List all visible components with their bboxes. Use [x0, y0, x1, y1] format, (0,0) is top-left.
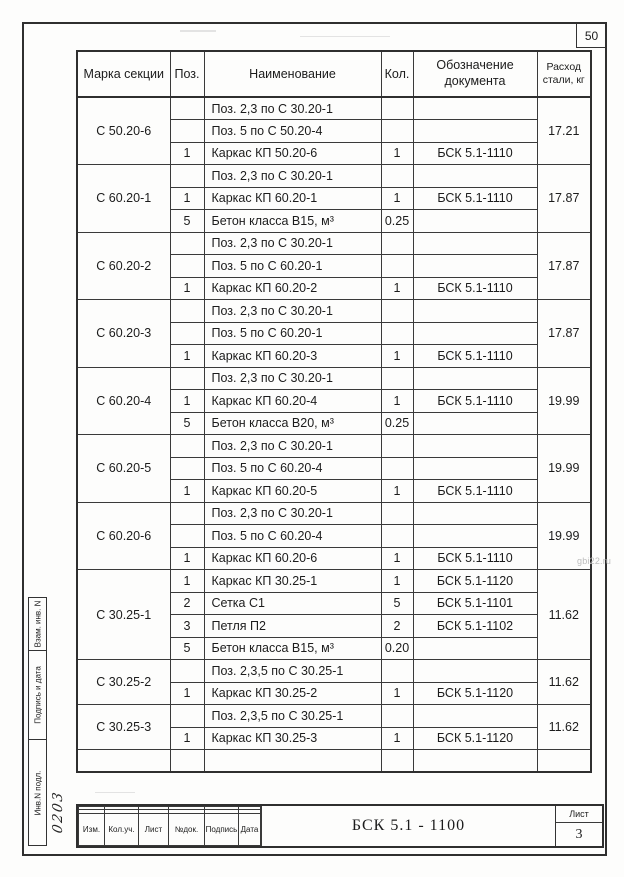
section-mark-cell [77, 750, 170, 773]
spec-table-row [77, 435, 591, 458]
revision-col-podpis: Подпись [205, 813, 239, 846]
position-cell: 1 [170, 277, 204, 300]
position-cell: 5 [170, 637, 204, 660]
item-name-cell: Поз. 2,3 по С 30.20-1 [204, 300, 381, 323]
position-cell: 1 [170, 727, 204, 750]
item-name-cell: Каркас КП 60.20-1 [204, 187, 381, 210]
document-designation-cell: БСК 5.1-1110 [413, 277, 537, 300]
quantity-cell [381, 300, 413, 323]
handwritten-inventory-number: 0203 [50, 789, 66, 835]
position-cell [170, 457, 204, 480]
spec-table-row [77, 660, 591, 683]
quantity-cell: 1 [381, 390, 413, 413]
quantity-cell: 1 [381, 547, 413, 570]
section-mark-cell: С 50.20-6 [77, 97, 170, 165]
position-cell: 3 [170, 615, 204, 638]
spec-table-row [77, 367, 591, 390]
document-designation-cell [413, 525, 537, 548]
header-document-designation [413, 51, 537, 97]
steel-consumption-cell [537, 750, 591, 773]
item-name-cell: Поз. 2,3 по С 30.20-1 [204, 502, 381, 525]
document-designation-cell [413, 255, 537, 278]
stamp-podpis-data-label: Подпись и дата [33, 666, 42, 724]
quantity-cell [381, 322, 413, 345]
page-number-box [576, 24, 606, 48]
position-cell: 1 [170, 142, 204, 165]
title-block [76, 804, 604, 848]
item-name-cell: Поз. 5 по С 60.20-1 [204, 255, 381, 278]
item-name-cell: Каркас КП 60.20-2 [204, 277, 381, 300]
spec-table-row [77, 750, 591, 773]
position-cell: 1 [170, 345, 204, 368]
document-designation-cell: БСК 5.1-1101 [413, 592, 537, 615]
document-designation-cell [413, 367, 537, 390]
sheet-number: 3 [575, 826, 583, 842]
scan-artifact [180, 30, 216, 32]
revision-col-list: Лист [139, 813, 169, 846]
quantity-cell [381, 97, 413, 120]
spec-table-row [77, 570, 591, 593]
spec-table-row [77, 502, 591, 525]
position-cell: 5 [170, 412, 204, 435]
header-doc-line1: Обозначение [436, 58, 514, 73]
item-name-cell: Бетон класса В15, м³ [204, 637, 381, 660]
position-cell: 1 [170, 187, 204, 210]
position-cell: 1 [170, 390, 204, 413]
item-name-cell: Каркас КП 50.20-6 [204, 142, 381, 165]
revision-col-koluch: Кол.уч. [105, 813, 139, 846]
section-mark-cell: С 30.25-1 [77, 570, 170, 660]
document-designation-cell [413, 705, 537, 728]
specification-table [76, 50, 592, 773]
position-cell: 1 [170, 682, 204, 705]
quantity-cell [381, 435, 413, 458]
steel-consumption-cell: 19.99 [537, 502, 591, 570]
position-cell: 1 [170, 570, 204, 593]
document-designation-cell [413, 502, 537, 525]
quantity-cell: 1 [381, 345, 413, 368]
revision-col-ndok: №док. [169, 813, 205, 846]
quantity-cell: 1 [381, 682, 413, 705]
table-header-row [77, 51, 591, 97]
document-designation-cell [413, 750, 537, 773]
header-steel-line2: стали, кг [542, 74, 585, 86]
revision-col-data: Дата [239, 813, 261, 846]
item-name-cell: Поз. 5 по С 60.20-4 [204, 457, 381, 480]
stamp-inv-podl-label: Инв.N подл. [33, 770, 42, 815]
sheet-label: Лист [556, 806, 602, 823]
steel-consumption-cell: 19.99 [537, 435, 591, 503]
steel-consumption-cell: 17.21 [537, 97, 591, 165]
steel-consumption-cell: 19.99 [537, 367, 591, 435]
quantity-cell: 1 [381, 570, 413, 593]
document-designation-cell: БСК 5.1-1102 [413, 615, 537, 638]
spec-table-row [77, 165, 591, 188]
section-mark-cell: С 60.20-1 [77, 165, 170, 233]
position-cell [170, 97, 204, 120]
quantity-cell: 0.20 [381, 637, 413, 660]
watermark-text: gbi22.ru [577, 556, 612, 566]
steel-consumption-cell: 11.62 [537, 705, 591, 750]
header-quantity: Кол. [381, 51, 413, 97]
steel-consumption-cell: 17.87 [537, 165, 591, 233]
position-cell [170, 660, 204, 683]
position-cell [170, 435, 204, 458]
scan-artifact [95, 792, 135, 793]
steel-consumption-cell: 17.87 [537, 232, 591, 300]
item-name-cell: Каркас КП 30.25-1 [204, 570, 381, 593]
section-mark-cell: С 60.20-5 [77, 435, 170, 503]
quantity-cell: 1 [381, 277, 413, 300]
item-name-cell: Каркас КП 60.20-6 [204, 547, 381, 570]
quantity-cell [381, 750, 413, 773]
quantity-cell [381, 660, 413, 683]
revision-grid [78, 806, 261, 846]
document-designation-cell: БСК 5.1-1110 [413, 480, 537, 503]
page-number: 50 [584, 28, 599, 43]
quantity-cell [381, 120, 413, 143]
position-cell [170, 367, 204, 390]
steel-consumption-cell: 11.62 [537, 570, 591, 660]
section-mark-cell: С 30.25-2 [77, 660, 170, 705]
quantity-cell [381, 165, 413, 188]
position-cell [170, 232, 204, 255]
header-steel-consumption [537, 51, 591, 97]
item-name-cell: Каркас КП 60.20-3 [204, 345, 381, 368]
section-mark-cell: С 60.20-2 [77, 232, 170, 300]
stamp-vzam-inv [29, 598, 46, 651]
item-name-cell: Поз. 2,3 по С 30.20-1 [204, 165, 381, 188]
header-doc-line2: документа [444, 74, 506, 88]
quantity-cell [381, 255, 413, 278]
quantity-cell: 1 [381, 142, 413, 165]
quantity-cell [381, 502, 413, 525]
quantity-cell: 1 [381, 480, 413, 503]
document-designation-cell: БСК 5.1-1120 [413, 727, 537, 750]
item-name-cell: Каркас КП 30.25-2 [204, 682, 381, 705]
item-name-cell: Поз. 5 по С 60.20-1 [204, 322, 381, 345]
document-designation-cell: БСК 5.1-1110 [413, 390, 537, 413]
header-section-mark: Марка секции [77, 51, 170, 97]
quantity-cell: 0.25 [381, 412, 413, 435]
item-name-cell: Поз. 5 по С 60.20-4 [204, 525, 381, 548]
item-name-cell: Поз. 5 по С 50.20-4 [204, 120, 381, 143]
spec-table-row [77, 300, 591, 323]
quantity-cell [381, 457, 413, 480]
quantity-cell [381, 525, 413, 548]
document-designation-cell [413, 120, 537, 143]
item-name-cell: Сетка С1 [204, 592, 381, 615]
header-steel-line1: Расход [546, 60, 582, 73]
position-cell [170, 322, 204, 345]
document-designation-cell [413, 97, 537, 120]
item-name-cell [204, 750, 381, 773]
item-name-cell: Каркас КП 60.20-4 [204, 390, 381, 413]
position-cell [170, 750, 204, 773]
item-name-cell: Поз. 2,3 по С 30.20-1 [204, 435, 381, 458]
document-designation-cell [413, 210, 537, 233]
document-designation-cell: БСК 5.1-1120 [413, 570, 537, 593]
item-name-cell: Бетон класса В15, м³ [204, 210, 381, 233]
document-designation-cell: БСК 5.1-1110 [413, 345, 537, 368]
item-name-cell: Поз. 2,3 по С 30.20-1 [204, 232, 381, 255]
item-name-cell: Поз. 2,3 по С 30.20-1 [204, 367, 381, 390]
document-designation-cell [413, 435, 537, 458]
position-cell [170, 255, 204, 278]
document-designation-cell [413, 637, 537, 660]
quantity-cell: 1 [381, 727, 413, 750]
quantity-cell [381, 232, 413, 255]
steel-consumption-cell: 11.62 [537, 660, 591, 705]
position-cell [170, 705, 204, 728]
section-mark-cell: С 60.20-6 [77, 502, 170, 570]
position-cell [170, 120, 204, 143]
position-cell [170, 502, 204, 525]
item-name-cell: Петля П2 [204, 615, 381, 638]
item-name-cell: Поз. 2,3 по С 30.20-1 [204, 97, 381, 120]
quantity-cell: 2 [381, 615, 413, 638]
document-designation-cell: БСК 5.1-1120 [413, 682, 537, 705]
stamp-vzam-inv-label: Взам. инв. N [33, 600, 42, 648]
section-mark-cell: С 30.25-3 [77, 705, 170, 750]
document-code: БСК 5.1 - 1100 [261, 806, 555, 846]
stamp-podpis-data [29, 651, 46, 740]
document-designation-cell: БСК 5.1-1110 [413, 547, 537, 570]
header-position: Поз. [170, 51, 204, 97]
spec-table-row [77, 705, 591, 728]
document-designation-cell [413, 232, 537, 255]
document-designation-cell [413, 165, 537, 188]
quantity-cell [381, 705, 413, 728]
position-cell [170, 165, 204, 188]
quantity-cell: 1 [381, 187, 413, 210]
quantity-cell [381, 367, 413, 390]
item-name-cell: Бетон класса В20, м³ [204, 412, 381, 435]
position-cell: 2 [170, 592, 204, 615]
spec-table-row [77, 232, 591, 255]
position-cell: 5 [170, 210, 204, 233]
quantity-cell: 0.25 [381, 210, 413, 233]
revision-col-izm: Изм. [79, 813, 105, 846]
item-name-cell: Каркас КП 30.25-3 [204, 727, 381, 750]
position-cell [170, 300, 204, 323]
section-mark-cell: С 60.20-3 [77, 300, 170, 368]
steel-consumption-cell: 17.87 [537, 300, 591, 368]
quantity-cell: 5 [381, 592, 413, 615]
position-cell: 1 [170, 480, 204, 503]
header-name: Наименование [204, 51, 381, 97]
document-designation-cell: БСК 5.1-1110 [413, 142, 537, 165]
document-designation-cell [413, 457, 537, 480]
spec-table-row [77, 97, 591, 120]
document-designation-cell [413, 322, 537, 345]
item-name-cell: Поз. 2,3,5 по С 30.25-1 [204, 660, 381, 683]
revision-label-row [79, 813, 261, 846]
item-name-cell: Поз. 2,3,5 по С 30.25-1 [204, 705, 381, 728]
document-designation-cell [413, 412, 537, 435]
document-designation-cell [413, 300, 537, 323]
position-cell: 1 [170, 547, 204, 570]
item-name-cell: Каркас КП 60.20-5 [204, 480, 381, 503]
position-cell [170, 525, 204, 548]
sheet-box [555, 806, 602, 846]
document-designation-cell: БСК 5.1-1110 [413, 187, 537, 210]
document-designation-cell [413, 660, 537, 683]
section-mark-cell: С 60.20-4 [77, 367, 170, 435]
scan-artifact [300, 36, 390, 37]
